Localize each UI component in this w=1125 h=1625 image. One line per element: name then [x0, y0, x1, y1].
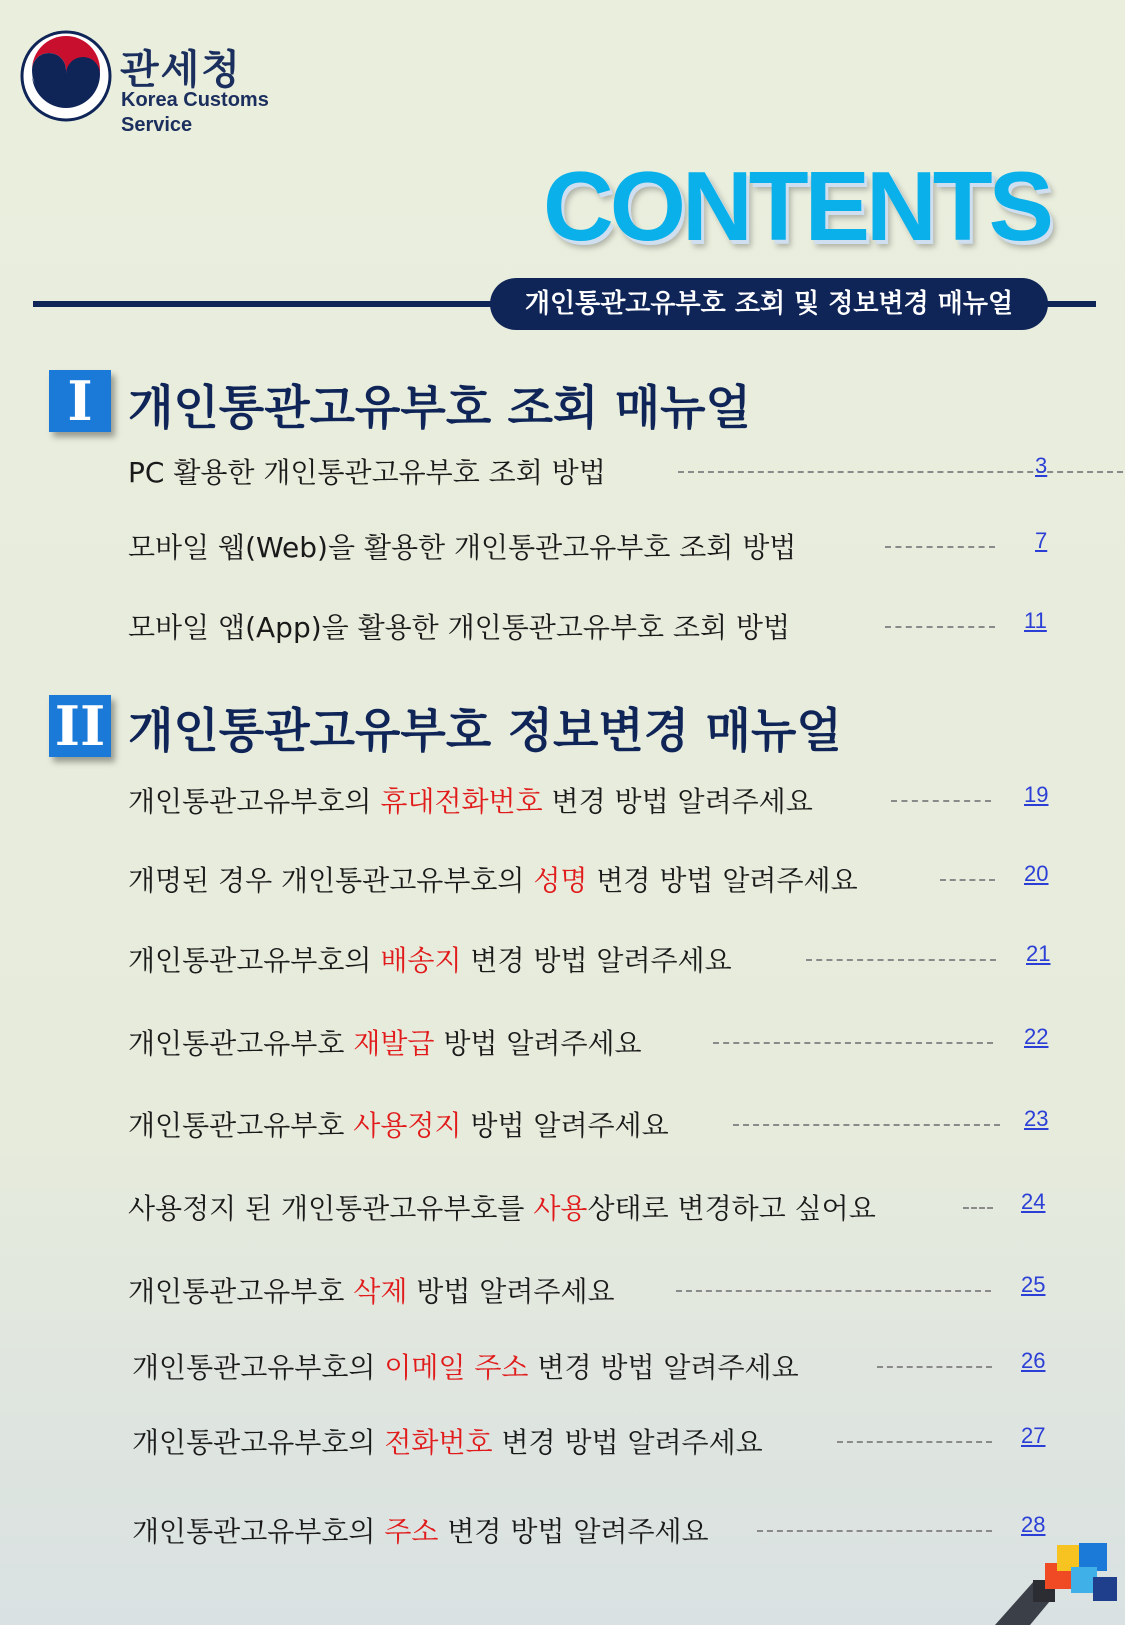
- page-link[interactable]: 24: [1021, 1189, 1046, 1214]
- highlight-term: 삭제: [353, 1275, 408, 1308]
- section-1-title: 개인통관고유부호 조회 매뉴얼: [128, 381, 751, 436]
- highlight-term: 전화번호: [384, 1426, 493, 1459]
- toc-row[interactable]: [128, 1270, 1048, 1310]
- toc-row-text: 모바일 앱(App)을 활용한 개인통관고유부호 조회 방법: [128, 611, 791, 644]
- leader-dots: [940, 879, 995, 881]
- korea-taegeuk-logo-icon: [20, 30, 112, 122]
- toc-row[interactable]: [128, 1187, 1048, 1227]
- toc-row-text: 개인통관고유부호의 주소 변경 방법 알려주세요: [132, 1515, 709, 1548]
- leader-dots: [963, 1207, 993, 1209]
- contents-heading: CONTENTS: [543, 151, 1050, 261]
- highlight-term: 사용정지: [353, 1109, 462, 1142]
- toc-row[interactable]: [128, 1104, 1048, 1144]
- toc-row-text: 개인통관고유부호 삭제 방법 알려주세요: [128, 1275, 615, 1308]
- highlight-term: 휴대전화번호: [380, 785, 543, 818]
- toc-row-text: 개인통관고유부호의 배송지 변경 방법 알려주세요: [128, 944, 732, 977]
- toc-row[interactable]: [132, 1346, 1048, 1386]
- section-2-numeral: II: [49, 695, 111, 757]
- logo-korean-name: 관세청: [120, 47, 242, 93]
- leader-dots: [713, 1042, 993, 1044]
- highlight-term: 이메일 주소: [384, 1351, 529, 1384]
- page-link[interactable]: 25: [1021, 1272, 1046, 1297]
- page-link[interactable]: 21: [1026, 941, 1051, 966]
- page-link[interactable]: 22: [1024, 1024, 1049, 1049]
- page-link[interactable]: 26: [1021, 1348, 1046, 1373]
- logo-english-line2: Service: [121, 114, 193, 136]
- toc-row-text: PC 활용한 개인통관고유부호 조회 방법: [128, 456, 606, 489]
- toc-row[interactable]: [132, 1421, 1048, 1461]
- manual-subtitle-pill: 개인통관고유부호 조회 및 정보변경 매뉴얼: [490, 278, 1048, 330]
- leader-dots: [757, 1530, 992, 1532]
- highlight-term: 사용: [533, 1192, 588, 1225]
- toc-row-text: 모바일 웹(Web)을 활용한 개인통관고유부호 조회 방법: [128, 531, 797, 564]
- leader-dots: [733, 1124, 1000, 1126]
- highlight-term: 재발급: [353, 1027, 435, 1060]
- leader-dots: [877, 1366, 992, 1368]
- toc-row[interactable]: [128, 859, 1048, 899]
- highlight-term: 성명: [533, 864, 588, 897]
- toc-row[interactable]: [128, 1022, 1048, 1062]
- toc-row[interactable]: [132, 1510, 1048, 1550]
- leader-dots: [885, 546, 995, 548]
- leader-dots: [806, 959, 996, 961]
- page-link[interactable]: 19: [1024, 782, 1049, 807]
- toc-row-text: 사용정지 된 개인통관고유부호를 사용상태로 변경하고 싶어요: [128, 1192, 876, 1225]
- logo-english-name: [121, 88, 269, 138]
- section-1-numeral: I: [49, 370, 111, 432]
- kcs-logo: [20, 30, 280, 140]
- toc-row-text: 개인통관고유부호의 이메일 주소 변경 방법 알려주세요: [132, 1351, 799, 1384]
- page-link[interactable]: 7: [1035, 528, 1048, 553]
- toc-row-text: 개인통관고유부호 재발급 방법 알려주세요: [128, 1027, 642, 1060]
- section-2-title: 개인통관고유부호 정보변경 매뉴얼: [128, 704, 842, 759]
- page-link[interactable]: 28: [1021, 1512, 1046, 1537]
- highlight-term: 주소: [384, 1515, 439, 1548]
- page-link[interactable]: 23: [1024, 1106, 1049, 1131]
- puzzle-pieces-icon: [975, 1505, 1125, 1625]
- page-link[interactable]: 11: [1024, 608, 1047, 633]
- toc-row[interactable]: [128, 526, 1048, 566]
- page-link[interactable]: 3: [1035, 453, 1048, 478]
- leader-dots: [837, 1441, 992, 1443]
- toc-row[interactable]: [128, 939, 1051, 979]
- toc-row-text: 개인통관고유부호의 휴대전화번호 변경 방법 알려주세요: [128, 785, 813, 818]
- toc-row[interactable]: [128, 780, 1048, 820]
- logo-english-line1: Korea Customs: [121, 89, 269, 111]
- page-link[interactable]: 20: [1024, 861, 1049, 886]
- toc-row-text: 개인통관고유부호의 전화번호 변경 방법 알려주세요: [132, 1426, 763, 1459]
- leader-dots: [678, 471, 1123, 473]
- leader-dots: [891, 800, 991, 802]
- highlight-term: 배송지: [380, 944, 462, 977]
- toc-row-text: 개인통관고유부호 사용정지 방법 알려주세요: [128, 1109, 669, 1142]
- toc-row[interactable]: [128, 606, 1048, 646]
- leader-dots: [676, 1290, 991, 1292]
- toc-row-text: 개명된 경우 개인통관고유부호의 성명 변경 방법 알려주세요: [128, 864, 858, 897]
- toc-row[interactable]: [128, 451, 1048, 491]
- page-link[interactable]: 27: [1021, 1423, 1046, 1448]
- leader-dots: [885, 626, 995, 628]
